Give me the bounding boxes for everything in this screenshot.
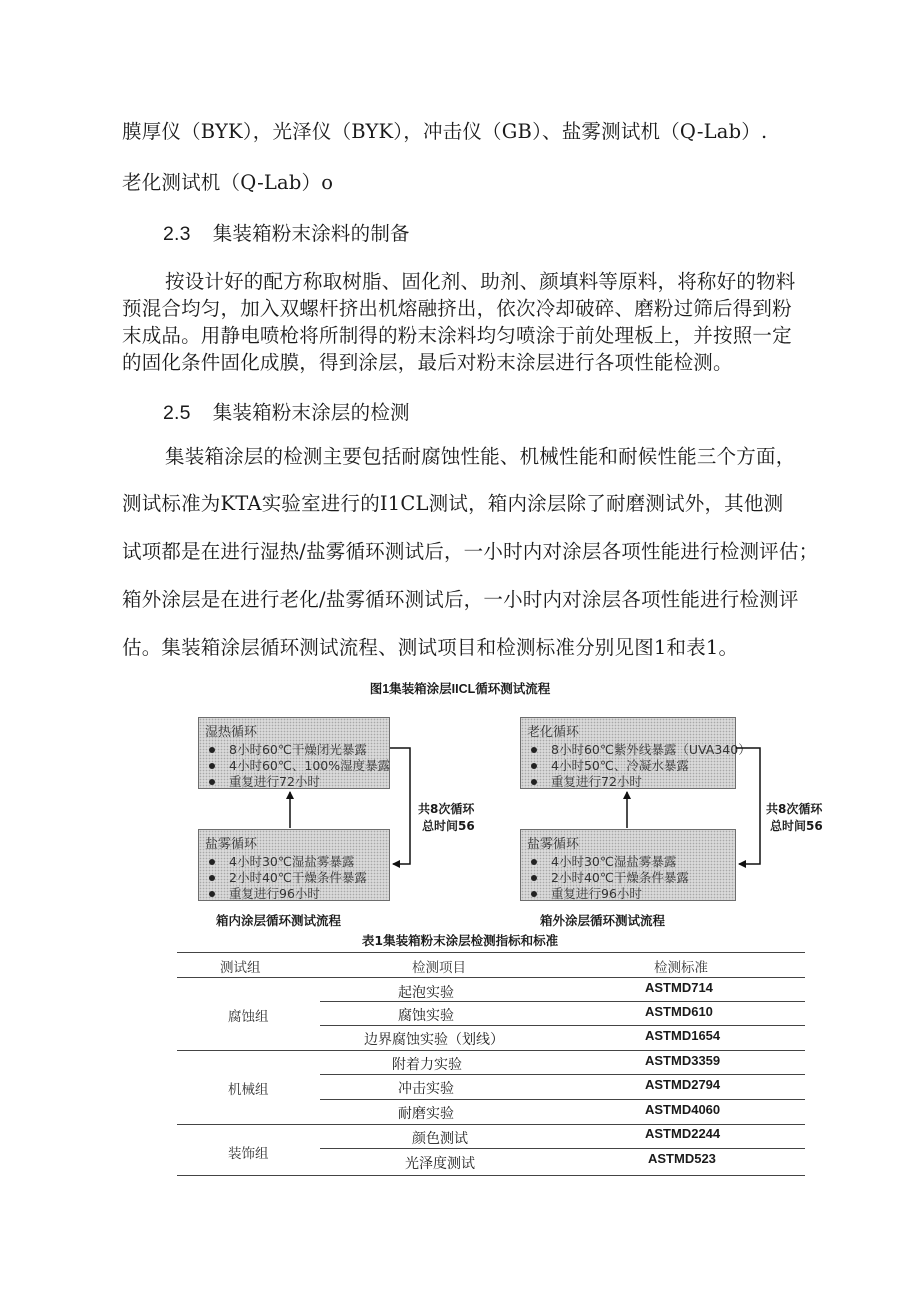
group-cell: 腐蚀组 (228, 1009, 269, 1025)
box-item: 2小时40℃干燥条件暴露 (209, 868, 367, 886)
box-item: 8小时60℃干燥闭光暴露 (209, 740, 367, 758)
outer-flow-caption: 箱外涂层循环测试流程 (540, 913, 666, 928)
box-item: 重复进行72小时 (531, 772, 642, 790)
box-item: 重复进行96小时 (531, 884, 642, 902)
paragraph-line: 老化测试机（Q-Lab）o (122, 171, 334, 194)
paragraph-line: 按设计好的配方称取树脂、固化剂、助剂、颜填料等原料，将称好的物料 (165, 270, 796, 293)
table-row: 腐蚀实验 (398, 1008, 454, 1024)
cycle-count-label-inner: 共8次循环 总时间56 (418, 802, 475, 833)
box-item: 重复进行96小时 (209, 884, 320, 902)
table-row: ASTMD523 (648, 1151, 716, 1166)
paragraph-line: 箱外涂层是在进行老化/盐雾循环测试后，一小时内对涂层各项性能进行检测评 (122, 588, 799, 611)
header-cell: 检测项目 (412, 960, 466, 976)
box-title: 老化循环 (527, 725, 580, 740)
table-rule (320, 1074, 805, 1075)
table-rule-group (177, 1124, 805, 1125)
table-row: ASTMD2794 (645, 1077, 721, 1092)
table-row: 颜色测试 (412, 1131, 468, 1147)
box-title: 湿热循环 (205, 725, 258, 740)
table-rule-header (177, 977, 805, 978)
table-row: ASTMD714 (645, 980, 713, 995)
cycle-count-label-outer: 共8次循环 总时间56 (766, 802, 823, 833)
box-item: 重复进行72小时 (209, 772, 320, 790)
section-title: 集装箱粉末涂料的制备 (212, 222, 410, 245)
arrow-loop-icon (390, 748, 410, 864)
table-rule-group (177, 1050, 805, 1051)
group-cell: 机械组 (228, 1082, 269, 1098)
box-item: 8小时60℃紫外线暴露（UVA340） (531, 740, 751, 758)
table-row: 耐磨实验 (398, 1106, 454, 1122)
box-item: 4小时30℃湿盐雾暴露 (531, 852, 676, 870)
table-row: 边界腐蚀实验（划线） (364, 1032, 504, 1048)
header-cell: 测试组 (220, 960, 261, 976)
table-rule (320, 1099, 805, 1100)
table-row: 起泡实验 (398, 985, 454, 1001)
table-row: 附着力实验 (392, 1057, 462, 1073)
table-row: ASTMD4060 (645, 1102, 721, 1117)
inner-flow-caption: 箱内涂层循环测试流程 (216, 913, 342, 928)
box-item: 4小时60℃、100%湿度暴露 (209, 756, 390, 774)
table-row: ASTMD3359 (645, 1053, 721, 1068)
figure-title: 图1集装箱涂层IICL循环测试流程 (369, 682, 551, 696)
table-row: 冲击实验 (398, 1081, 454, 1097)
paragraph-line: 集装箱涂层的检测主要包括耐腐蚀性能、机械性能和耐候性能三个方面， (165, 445, 796, 468)
paragraph-line: 预混合均匀，加入双螺杆挤出机熔融挤出，依次冷却破碎、磨粉过筛后得到粉 (122, 297, 792, 320)
box-item: 4小时50℃、冷凝水暴露 (531, 756, 689, 774)
paragraph-line: 的固化条件固化成膜，得到涂层，最后对粉末涂层进行各项性能检测。 (122, 351, 733, 374)
table-rule (320, 1148, 805, 1149)
box-title: 盐雾循环 (527, 837, 580, 852)
table-rule-top (177, 952, 805, 953)
table-row: 光泽度测试 (405, 1156, 475, 1172)
section-number: 2.5 (163, 402, 191, 424)
header-cell: 检测标准 (654, 960, 708, 976)
arrow-loop-icon (736, 748, 760, 864)
box-title: 盐雾循环 (205, 837, 258, 852)
box-item: 2小时40℃干燥条件暴露 (531, 868, 689, 886)
group-cell: 装饰组 (228, 1146, 269, 1162)
table-row: ASTMD610 (645, 1004, 713, 1019)
table-rule-bottom (177, 1175, 805, 1176)
section-number: 2.3 (163, 223, 191, 245)
box-item: 4小时30℃湿盐雾暴露 (209, 852, 354, 870)
paragraph-line: 估。集装箱涂层循环测试流程、测试项目和检测标准分别见图1和表1。 (122, 636, 739, 659)
table-row: ASTMD1654 (645, 1028, 721, 1043)
table-title: 表1集装箱粉末涂层检测指标和标准 (361, 933, 559, 948)
table-row: ASTMD2244 (645, 1126, 721, 1141)
paragraph-line: 膜厚仪（BYK），光泽仪（BYK），冲击仪（GB）、盐雾测试机（Q-Lab）. (122, 120, 768, 143)
paragraph-line: 末成品。用静电喷枪将所制得的粉末涂料均匀喷涂于前处理板上，并按照一定 (122, 324, 792, 347)
paragraph-line: 测试标准为KTA实验室进行的I1CL测试，箱内涂层除了耐磨测试外，其他测 (122, 492, 784, 515)
paragraph-line: 试项都是在进行湿热/盐雾循环测试后，一小时内对涂层各项性能进行检测评估； (122, 540, 819, 563)
table-rule (320, 1001, 805, 1002)
table-rule (320, 1025, 805, 1026)
section-title: 集装箱粉末涂层的检测 (212, 401, 410, 424)
